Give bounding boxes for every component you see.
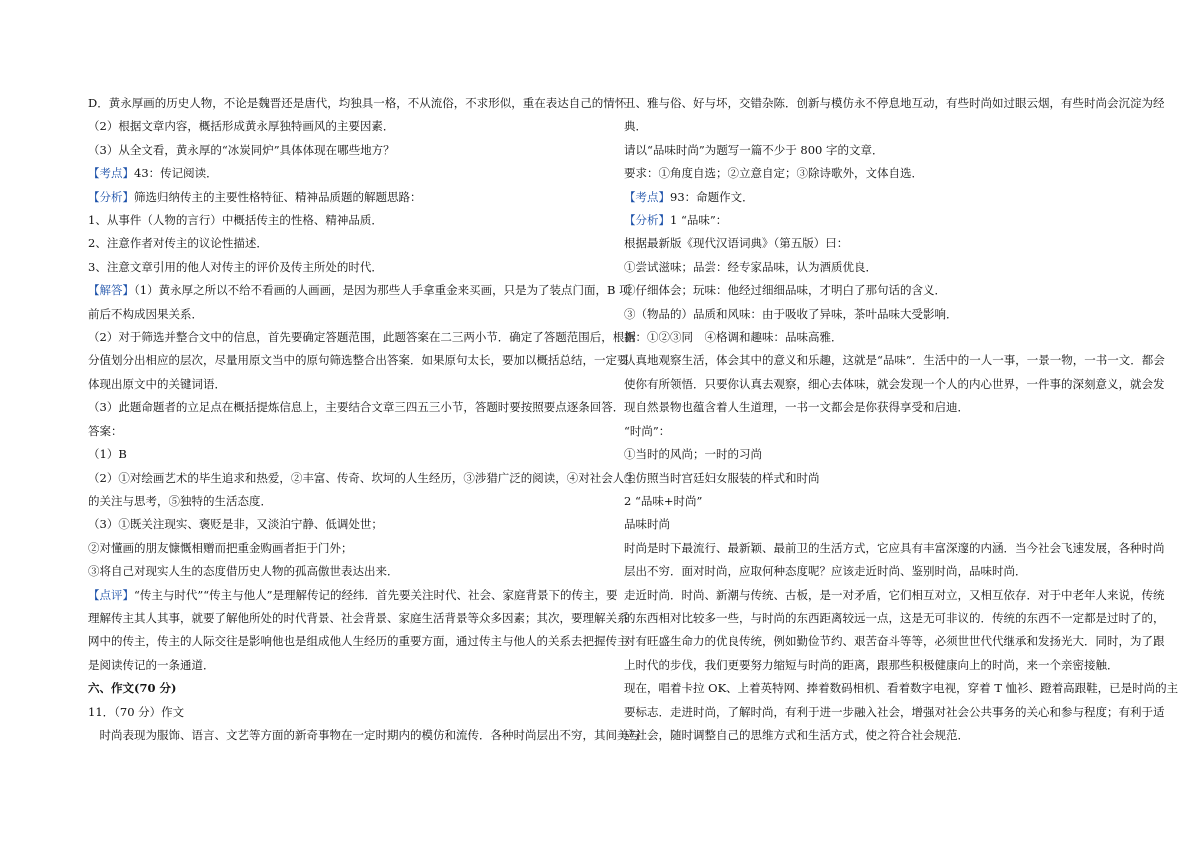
sample-para-2-line-3: 对有旺盛生命力的优良传统，例如勤俭节约、艰苦奋斗等等，必须世世代代继承和发扬光大．同时，为了跟	[624, 634, 1165, 649]
kaodian-tag-right: 【考点】	[624, 189, 670, 204]
section-title: 六、作文(70 分)	[88, 681, 177, 696]
answer-2-line-1: （2）①对绘画艺术的毕生追求和热爱，②丰富、传奇、坎坷的人生经历，③涉猎广泛的阅读，④对社会人生	[88, 470, 636, 485]
essay-requirements: 要求：①角度自选；②立意自定；③除诗歌外，文体自选．	[624, 166, 923, 181]
kaodian-text-right: 93：命题作文．	[670, 189, 754, 204]
sample-title: 品味时尚	[624, 517, 670, 532]
option-d: D．黄永厚画的历史人物，不论是魏晋还是唐代，均独具一格，不从流俗，不求形似，重在表达自己的情怀．	[88, 96, 638, 110]
answer-label: 答案：	[88, 423, 123, 438]
question-3: （3）从全文看，黄永厚的“冰炭同炉”具体体现在哪些地方？	[88, 142, 395, 157]
jieda2-line-2: 分值划分出相应的层次，尽量用原文当中的原句筛选整合出答案．如果原句太长，要加以概括总结，一定要	[88, 353, 629, 368]
prompt-cont-1: 丑、雅与俗、好与坏，交错杂陈．创新与模仿永不停息地互动，有些时尚如过眼云烟，有些时尚会沉淀为经	[624, 96, 1165, 110]
shishang-def-2: ②仿照当时宫廷妇女服装的样式和时尚	[624, 470, 820, 485]
kaodian-line-right	[624, 186, 1132, 209]
dianping-line-2: 理解传主其人其事，就要了解他所处的时代背景、社会背景、家庭生活背景等众多因素；其次，要理解关系	[88, 610, 629, 625]
fenxi-line-right	[624, 209, 1132, 232]
fenxi-line	[88, 186, 596, 209]
jieda2-line-3: 体现出原文中的关键词语．	[88, 376, 226, 391]
pinwei-para-line-2: 使你有所领悟．只要你认真去观察，细心去体味，就会发现一个人的内心世界，一件事的深刻意义，就会发	[624, 376, 1165, 391]
answer-3-line-2: ②对懂画的朋友慷慨相赠而把重金购画者拒于门外；	[88, 540, 353, 555]
kaodian-line	[88, 162, 596, 185]
sample-para-1-line-2: 层出不穷．面对时尚，应取何种态度呢？应该走近时尚、鉴别时尚，品味时尚．	[624, 564, 1027, 579]
essay-title-instruction: 请以“品味时尚”为题写一篇不少于 800 字的文章．	[624, 142, 884, 157]
jieda-line	[88, 279, 631, 302]
combined-heading: 2 “品味+时尚”	[624, 493, 703, 508]
jieda3-line: （3）此题命题者的立足点在概括提炼信息上，主要结合文章三四五三小节，答题时要按照要点逐条回答．	[88, 400, 625, 415]
sample-para-1-line-1: 时尚是时下最流行、最新颖、最前卫的生活方式，它应具有丰富深邃的内涵．当今社会飞速发展，各种时尚	[624, 540, 1165, 555]
shishang-def-1: ①当时的风尚；一时的习尚	[624, 447, 762, 462]
right-column	[624, 92, 1179, 747]
sample-para-2-line-4: 上时代的步伐，我们更要努力缩短与时尚的距离，跟那些积极健康向上的时尚，来一个亲密接触．	[624, 657, 1119, 672]
sample-para-3-line-3: 应社会，随时调整自己的思维方式和生活方式，使之符合社会规范．	[624, 727, 969, 742]
answer-2-line-2: 的关注与思考，⑤独特的生活态度．	[88, 493, 272, 508]
definition-1: ①尝试滋味；品尝：经专家品味，认为酒质优良．	[624, 259, 877, 274]
dictionary-ref: 根据最新版《现代汉语词典》（第五版）曰：	[624, 236, 849, 251]
answer-3-line-3: ③将自己对现实人生的态度借历史人物的孤高傲世表达出来．	[88, 564, 399, 579]
pinwei-para-line-1: 认真地观察生活，体会其中的意义和乐趣，这就是“品味”．生活中的一人一事，一景一物，一书一文．都会	[624, 353, 1165, 368]
jieda-tag: 【解答】	[88, 283, 134, 298]
definition-new: 新：①②③同 ④格调和趣味：品味高雅．	[624, 330, 843, 345]
fenxi-point-2: 2、注意作者对传主的议论性描述．	[88, 236, 268, 251]
sample-para-3-line-2: 要标志．走进时尚，了解时尚，有利于进一步融入社会，增强对社会公共事务的关心和参与程度；有利于适	[624, 704, 1165, 719]
shishang-heading: “时尚”：	[624, 423, 671, 438]
jieda-line-2: 前后不构成因果关系．	[88, 306, 203, 321]
dianping-line-3: 网中的传主，传主的人际交往是影响他也是组成他人生经历的重要方面，通过传主与他人的关系去把握传主	[88, 634, 629, 649]
jieda2-line-1: （2）对于筛选并整合文中的信息，首先要确定答题范围，此题答案在二三两小节．确定了答题范围后，根据	[88, 330, 636, 345]
dianping-line-4: 是阅读传记的一条通道．	[88, 657, 215, 672]
dianping-text: “传主与时代”“传主与他人”是理解传记的经纬．首先要关注时代、社会、家庭背景下的传主，要	[134, 587, 618, 602]
pinwei-para-line-3: 现自然景物也蕴含着人生道理，一书一文都会是你获得享受和启迪．	[624, 400, 969, 415]
prompt-cont-2: 典．	[624, 119, 647, 134]
sample-para-2-line-2: 的东西相对比较多一些，与时尚的东西距离较远一点，这是无可非议的．传统的东西不一定都是过时了的，	[624, 610, 1165, 625]
dianping-tag: 【点评】	[88, 587, 134, 602]
fenxi-text: 筛选归纳传主的主要性格特征、精神品质题的解题思路：	[134, 189, 422, 204]
kaodian-text: 43：传记阅读．	[134, 166, 218, 181]
sample-para-3-line-1: 现在，唱着卡拉 OK、上着英特网、捧着数码相机、看着数字电视，穿着 T 恤衫、蹬着高跟鞋，已是时尚的主	[624, 681, 1179, 696]
fenxi-tag: 【分析】	[88, 189, 134, 204]
fenxi-point-1: 1、从事件（人物的言行）中概括传主的性格、精神品质．	[88, 213, 383, 228]
fenxi-tag-right: 【分析】	[624, 213, 670, 228]
answer-1: （1）B	[88, 447, 127, 462]
question-11-prompt: 时尚表现为服饰、语言、文艺等方面的新奇事物在一定时期内的模仿和流传．各种时尚层出不穷，其间美与	[88, 727, 640, 742]
question-2: （2）根据文章内容，概括形成黄永厚独特画风的主要因素．	[88, 119, 395, 134]
definition-2: ②仔细体会；玩味：他经过细细品味，才明白了那句话的含义．	[624, 283, 946, 298]
dianping-line	[88, 584, 618, 607]
jieda-text: （1）黄永厚之所以不给不看画的人画画，是因为那些人手拿重金来买画，只是为了装点门面，B 项	[134, 283, 631, 298]
answer-3-line-1: （3）①既关注现实、褒贬是非，又淡泊宁静、低调处世；	[88, 517, 383, 532]
question-11: 11．（70 分）作文	[88, 704, 185, 719]
fenxi-text-right: 1 “品味”：	[670, 213, 728, 228]
fenxi-point-3: 3、注意文章引用的他人对传主的评价及传主所处的时代．	[88, 259, 383, 274]
kaodian-tag: 【考点】	[88, 166, 134, 181]
sample-para-2-line-1: 走近时尚．时尚、新潮与传统、古板，是一对矛盾，它们相互对立，又相互依存．对于中老年人来说，传统	[624, 587, 1165, 602]
left-column	[88, 92, 640, 747]
definition-3: ③（物品的）品质和风味：由于吸收了异味，茶叶品味大受影响．	[624, 306, 958, 321]
